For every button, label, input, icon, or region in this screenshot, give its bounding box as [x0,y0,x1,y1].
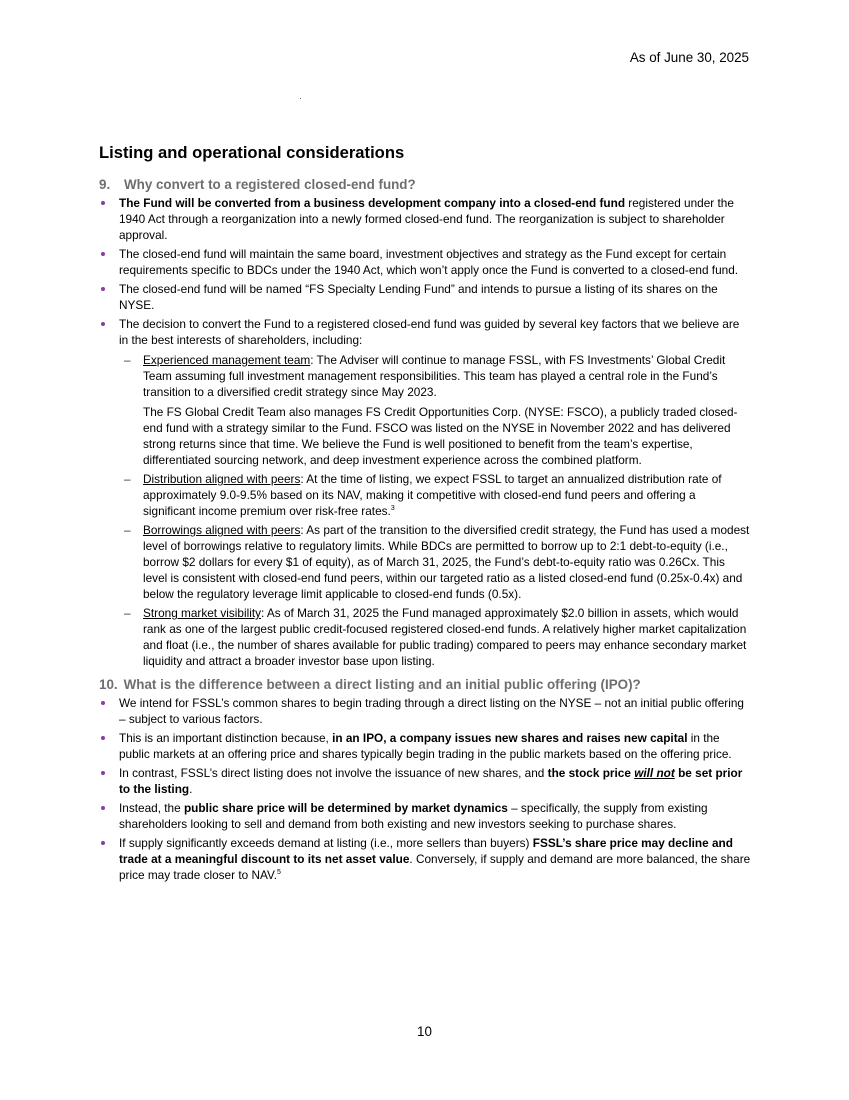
body-text: – specifically, the supply from existing shareholders looking to sell and demand from both existing and new investors seeking to purchase shares. [119,801,708,831]
sub-list-item [119,605,751,669]
bold-text: public share price will be determined by market dynamics [183,801,508,815]
footnote-ref: 3 [390,505,395,513]
list-item [99,195,751,243]
question-9-heading [99,177,751,193]
body-text: . Conversely, if supply and demand are more balanced, the share price may trade closer to NAV. [119,852,751,882]
sub-list-item [119,471,751,519]
body-text: in the public markets at an offering price and shares typically begin trading in the public markets based on the offering price. [119,731,732,761]
body-text: : As of March 31, 2025 the Fund managed approximately $2.0 billion in assets, which would rank as one of the largest public credit-focused registered closed-end funds. A relatively higher market capitalization and float (i.e., the number of shares available for public trading) compared to peers may enhance secondary market liquidity and attract a broader investor base upon listing. [143,606,747,668]
body-text: . [189,782,193,796]
list-item [99,765,751,797]
key-factors-list [119,352,751,669]
question-9-bullets [99,195,751,669]
bold-text: the stock price [547,766,635,780]
bold-text: in an IPO, a company issues new shares and raises new capital [332,731,688,745]
list-item: The closed-end fund will maintain the same board, investment objectives and strategy as the Fund except for certain requirements specific to BDCs under the 1940 Act, which won’t apply once the Fund is converted to a closed-end fund. [99,246,751,278]
body-text: If supply significantly exceeds demand at listing (i.e., more sellers than buyers) [119,836,533,850]
bold-text: be set prior to the listing [119,766,743,796]
question-10-text: What is the difference between a direct listing and an initial public offering (IPO)? [123,677,641,692]
body-paragraph: The FS Global Credit Team also manages FS Credit Opportunities Corp. (NYSE: FSCO), a publicly traded closed-end fund with a strategy similar to the Fund. FSCO was listed on the NYSE in November 2022 and has delivered strong returns since that time. We believe the Fund is well positioned to benefit from the team’s expertise, differentiated sourcing network, and deep investment experience across the combined platform. [143,405,738,467]
body-text: In contrast, FSSL’s direct listing does not involve the issuance of new shares, and [119,766,548,780]
as-of-date: As of June 30, 2025 [629,50,749,65]
dash-marker: – [124,523,131,537]
body-text: This is an important distinction because, [119,731,333,745]
list-item [99,316,751,669]
factor-label: Borrowings aligned with peers [143,523,301,537]
list-item: The closed-end fund will be named “FS Specialty Lending Fund” and intends to pursue a listing of its shares on the NYSE. [99,281,751,313]
bold-text: The Fund will be converted from a business development company into a closed-end fund [119,196,626,210]
sub-list-item [119,522,751,602]
question-9-number: 9. [99,177,111,192]
question-10-bullets [99,695,751,883]
list-item: We intend for FSSL’s common shares to begin trading through a direct listing on the NYSE – not an initial public offering – subject to various factors. [99,695,751,727]
question-10-number: 10. [99,677,118,692]
dash-marker: – [124,472,131,486]
page-number: 10 [417,1024,432,1039]
list-item [99,835,751,883]
stray-dot [300,98,301,99]
dash-marker: – [124,353,131,367]
body-text: The decision to convert the Fund to a registered closed-end fund was guided by several key factors that we believe are in the best interests of shareholders, including: [119,317,740,347]
bold-text: FSSL’s share price may decline and trade at a meaningful discount to its net asset value [119,836,733,866]
body-text: Instead, the [119,801,184,815]
footnote-ref: 5 [277,869,281,877]
body-text: : The Adviser will continue to manage FSSL, with FS Investments’ Global Credit Team assuming full investment management responsibilities. This team has played a central role in the Fund’s transition to a diversified credit strategy since May 2023. [143,353,726,399]
sub-list-item [119,352,751,468]
emphasis-text: will not [634,766,675,780]
question-9-text: Why convert to a registered closed-end fund? [124,177,416,192]
factor-label: Distribution aligned with peers [143,472,301,486]
factor-label: Experienced management team [143,353,311,367]
body-text: : As part of the transition to the diversified credit strategy, the Fund has used a modest level of borrowings relative to regulatory limits. While BDCs are permitted to borrow up to 2:1 debt-to-equity (i.e., borrow $2 dollars for every $1 of equity), as of March 31, 2025, the Fund’s debt-to-equity ratio was 0.26Cx. This level is consistent with closed-end fund peers, within our targeted ratio as a listed closed-end fund (0.25x-0.4x) and below the regulatory leverage limit applicable to closed-end funds (0.5x). [143,523,750,601]
body-text: registered under the 1940 Act through a reorganization into a newly formed closed-end fund. The reorganization is subject to shareholder approval. [119,196,734,242]
list-item [99,800,751,832]
dash-marker: – [124,606,131,620]
factor-label: Strong market visibility [143,606,262,620]
section-title: Listing and operational considerations [99,143,405,162]
main-content [99,143,751,886]
question-10-heading [99,677,751,693]
body-text: : At the time of listing, we expect FSSL to target an annualized distribution rate of approximately 9.0-9.5% based on its NAV, making it competitive with closed-end fund peers and offering a significant income premium over risk-free rates. [143,472,722,518]
list-item [99,730,751,762]
